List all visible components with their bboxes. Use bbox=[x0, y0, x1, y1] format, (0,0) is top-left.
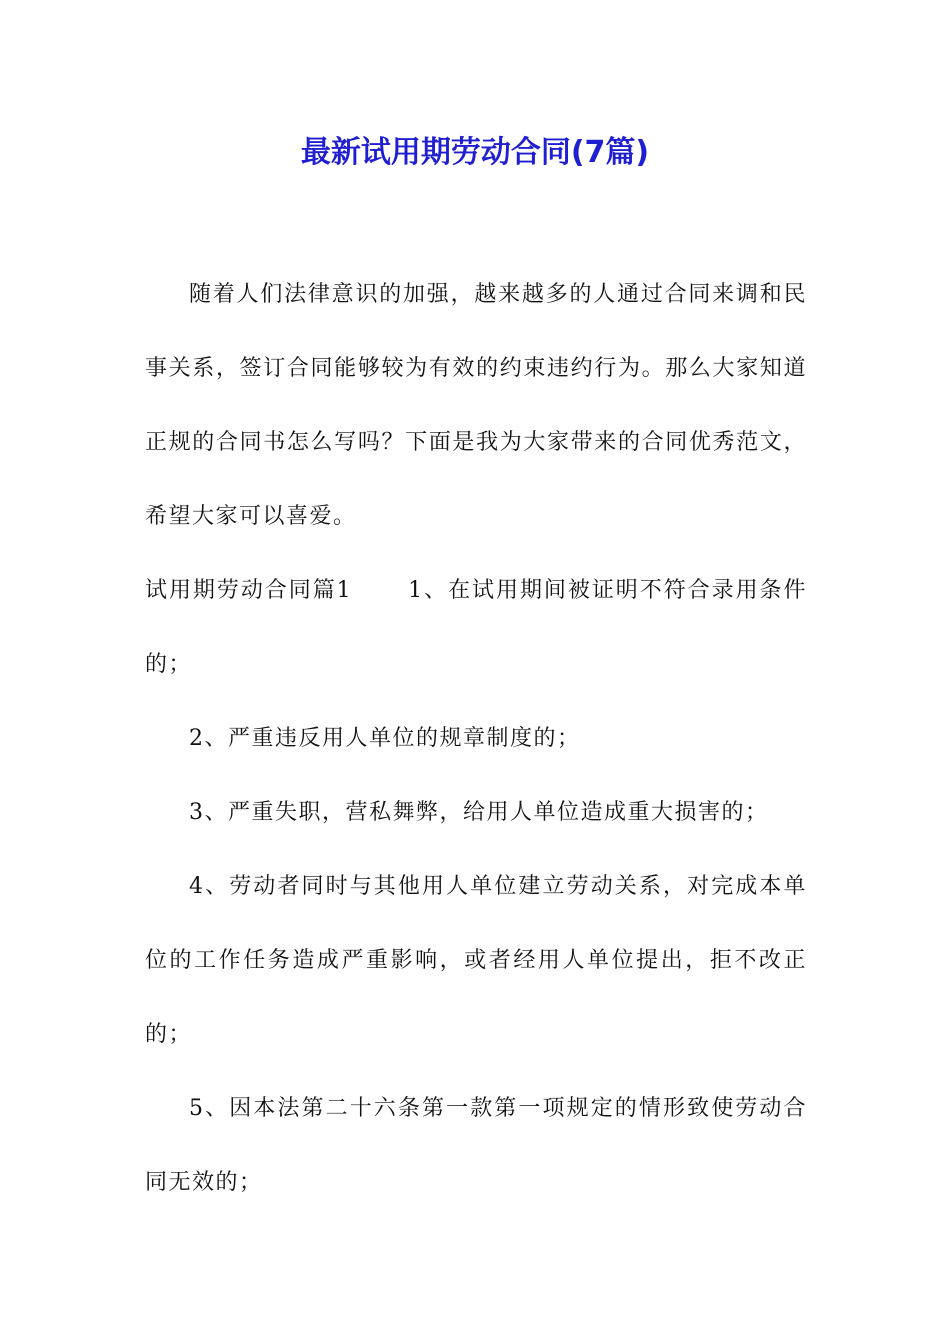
section-first-line bbox=[145, 554, 807, 702]
item-2: 2、严重违反用人单位的规章制度的； bbox=[189, 726, 581, 751]
item-5: 5、因本法第二十六条第一款第一项规定的情形致使劳动合同无效的； bbox=[145, 1096, 807, 1195]
document-body bbox=[145, 258, 807, 1220]
item-3: 3、严重失职，营私舞弊，给用人单位造成重大损害的； bbox=[189, 800, 769, 825]
item-4: 4、劳动者同时与其他用人单位建立劳动关系，对完成本单位的工作任务造成严重影响，或者经用人单位提出，拒不改正的； bbox=[145, 874, 807, 1047]
item-1: 1、在试用期间被证明不符合录用条件的； bbox=[145, 578, 808, 677]
section-heading: 试用期劳动合同篇1 bbox=[145, 578, 353, 603]
intro-paragraph: 随着人们法律意识的加强，越来越多的人通过合同来调和民事关系，签订合同能够较为有效的约束违约行为。那么大家知道正规的合同书怎么写吗？下面是我为大家带来的合同优秀范文，希望大家可以喜爱。 bbox=[145, 282, 807, 529]
document-title: 最新试用期劳动合同(7篇) bbox=[300, 135, 650, 170]
